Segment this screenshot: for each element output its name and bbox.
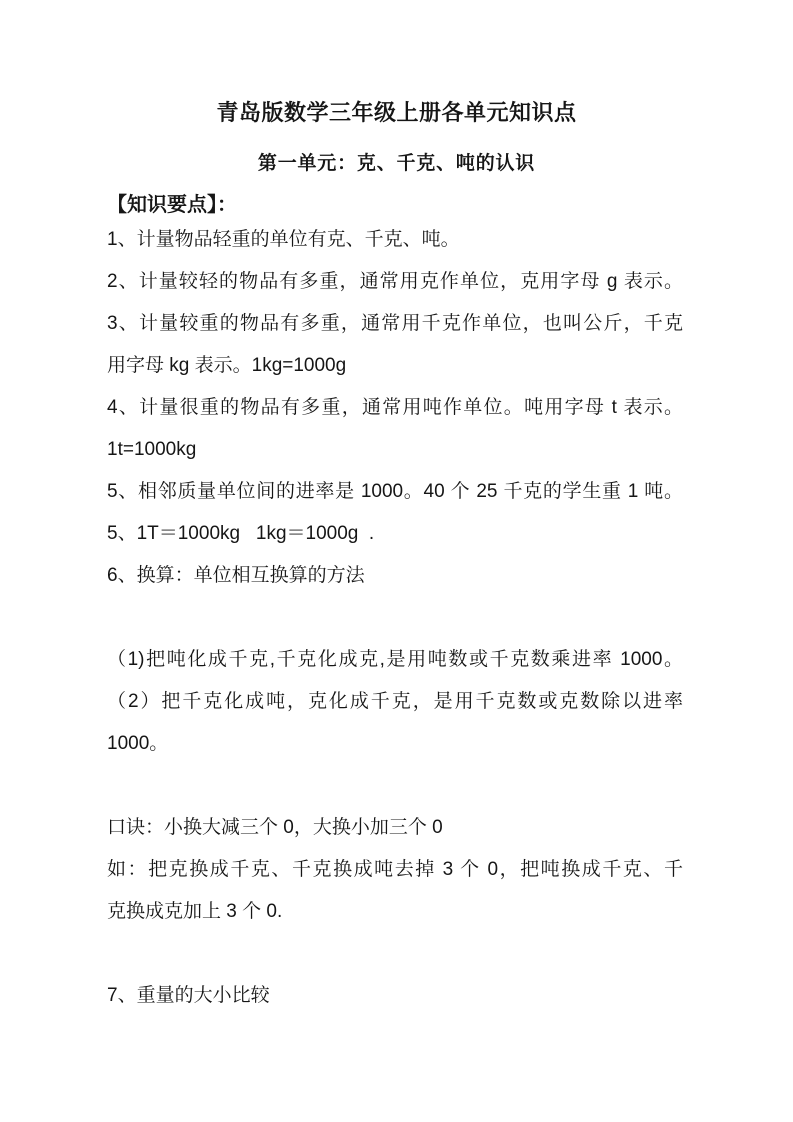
blank-line xyxy=(107,765,683,807)
blank-line xyxy=(107,597,683,639)
doc-line: 克换成克加上 3 个 0. xyxy=(107,901,283,922)
doc-line: 5、1T＝1000kg 1kg＝1000g . xyxy=(107,523,375,544)
doc-line: 3、计量较重的物品有多重，通常用千克作单位，也叫公斤，千克 xyxy=(107,313,683,334)
document-body xyxy=(0,193,793,1017)
doc-line: 7、重量的大小比较 xyxy=(107,985,270,1006)
doc-line: 4、计量很重的物品有多重，通常用吨作单位。吨用字母 t 表示。 xyxy=(107,397,683,418)
doc-line: 如：把克换成千克、千克换成吨去掉 3 个 0，把吨换成千克、千 xyxy=(107,859,683,880)
doc-line: 1、计量物品轻重的单位有克、千克、吨。 xyxy=(107,229,460,250)
doc-line: 口诀：小换大减三个 0，大换小加三个 0 xyxy=(107,817,443,838)
doc-line: （1)把吨化成千克,千克化成克,是用吨数或千克数乘进率 1000。 xyxy=(107,649,683,670)
doc-line: 5、相邻质量单位间的进率是 1000。40 个 25 千克的学生重 1 吨。 xyxy=(107,481,683,502)
blank-line xyxy=(107,933,683,975)
unit-subtitle: 第一单元：克、千克、吨的认识 xyxy=(257,153,536,174)
doc-line: 1t=1000kg xyxy=(107,439,197,460)
page-title: 青岛版数学三年级上册各单元知识点 xyxy=(216,100,577,125)
doc-line: 2、计量较轻的物品有多重，通常用克作单位，克用字母 g 表示。 xyxy=(107,271,683,292)
doc-line: 用字母 kg 表示。1kg=1000g xyxy=(107,355,347,376)
doc-line: 6、换算：单位相互换算的方法 xyxy=(107,565,365,586)
doc-line: 1000。 xyxy=(107,733,169,754)
doc-line: （2）把千克化成吨，克化成千克，是用千克数或克数除以进率 xyxy=(107,691,683,712)
knowledge-points-heading: 【知识要点】： xyxy=(107,194,237,216)
body-lines xyxy=(107,219,683,1017)
